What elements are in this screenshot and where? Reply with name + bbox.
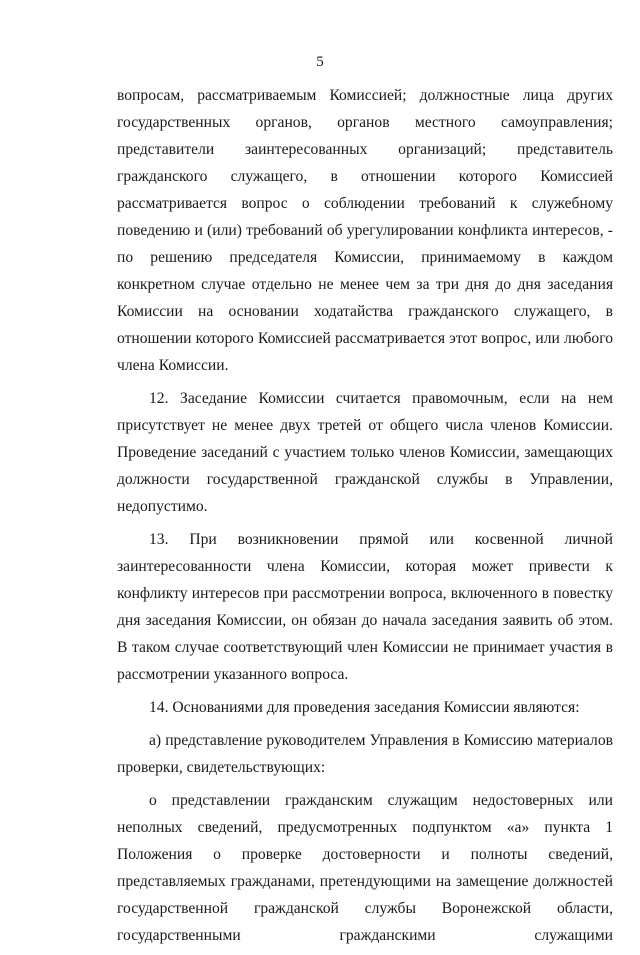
document-body (117, 82, 613, 955)
paragraph-14: 14. Основаниями для проведения заседания Комиссии являются: (149, 699, 580, 716)
paragraph-continuation: вопросам, рассматриваемым Комиссией; должностные лица других государственных органов, органов местного самоуправления; представители заинтересованных организаций; представитель гражданского служащего, в отношении которого Комиссией рассматривается вопрос о соблюдении требований к служебному поведению и (или) требований об урегулировании конфликта интересов, - по решению председателя Комиссии, принимаемому в каждом конкретном случае отдельно не менее чем за три дня до дня заседания Комиссии на основании ходатайства гражданского служащего, в отношении которого Комиссией рассматривается этот вопрос, или любого члена Комиссии. (117, 87, 613, 374)
paragraph-14-a: а) представление руководителем Управления в Комиссию материалов проверки, свидетельствующих: (117, 732, 613, 776)
paragraph-14-a-item: о представлении гражданским служащим недостоверных или неполных сведений, предусмотренных подпунктом «а» пункта 1 Положения о проверке достоверности и полноты сведений, представляемых гражданами, претендующими на замещение должностей государственной гражданской службы Воронежской области, государственными гражданскими служащими (117, 792, 613, 944)
paragraph-12: 12. Заседание Комиссии считается правомочным, если на нем присутствует не менее двух третей от общего числа членов Комиссии. Проведение заседаний с участием только членов Комиссии, замещающих должности государственной гражданской службы в Управлении, недопустимо. (117, 390, 613, 515)
paragraph-13: 13. При возникновении прямой или косвенной личной заинтересованности члена Комиссии, которая может привести к конфликту интересов при рассмотрении вопроса, включенного в повестку дня заседания Комиссии, он обязан до начала заседания заявить об этом. В таком случае соответствующий член Комиссии не принимает участия в рассмотрении указанного вопроса. (117, 531, 613, 683)
page-number: 5 (316, 54, 324, 70)
